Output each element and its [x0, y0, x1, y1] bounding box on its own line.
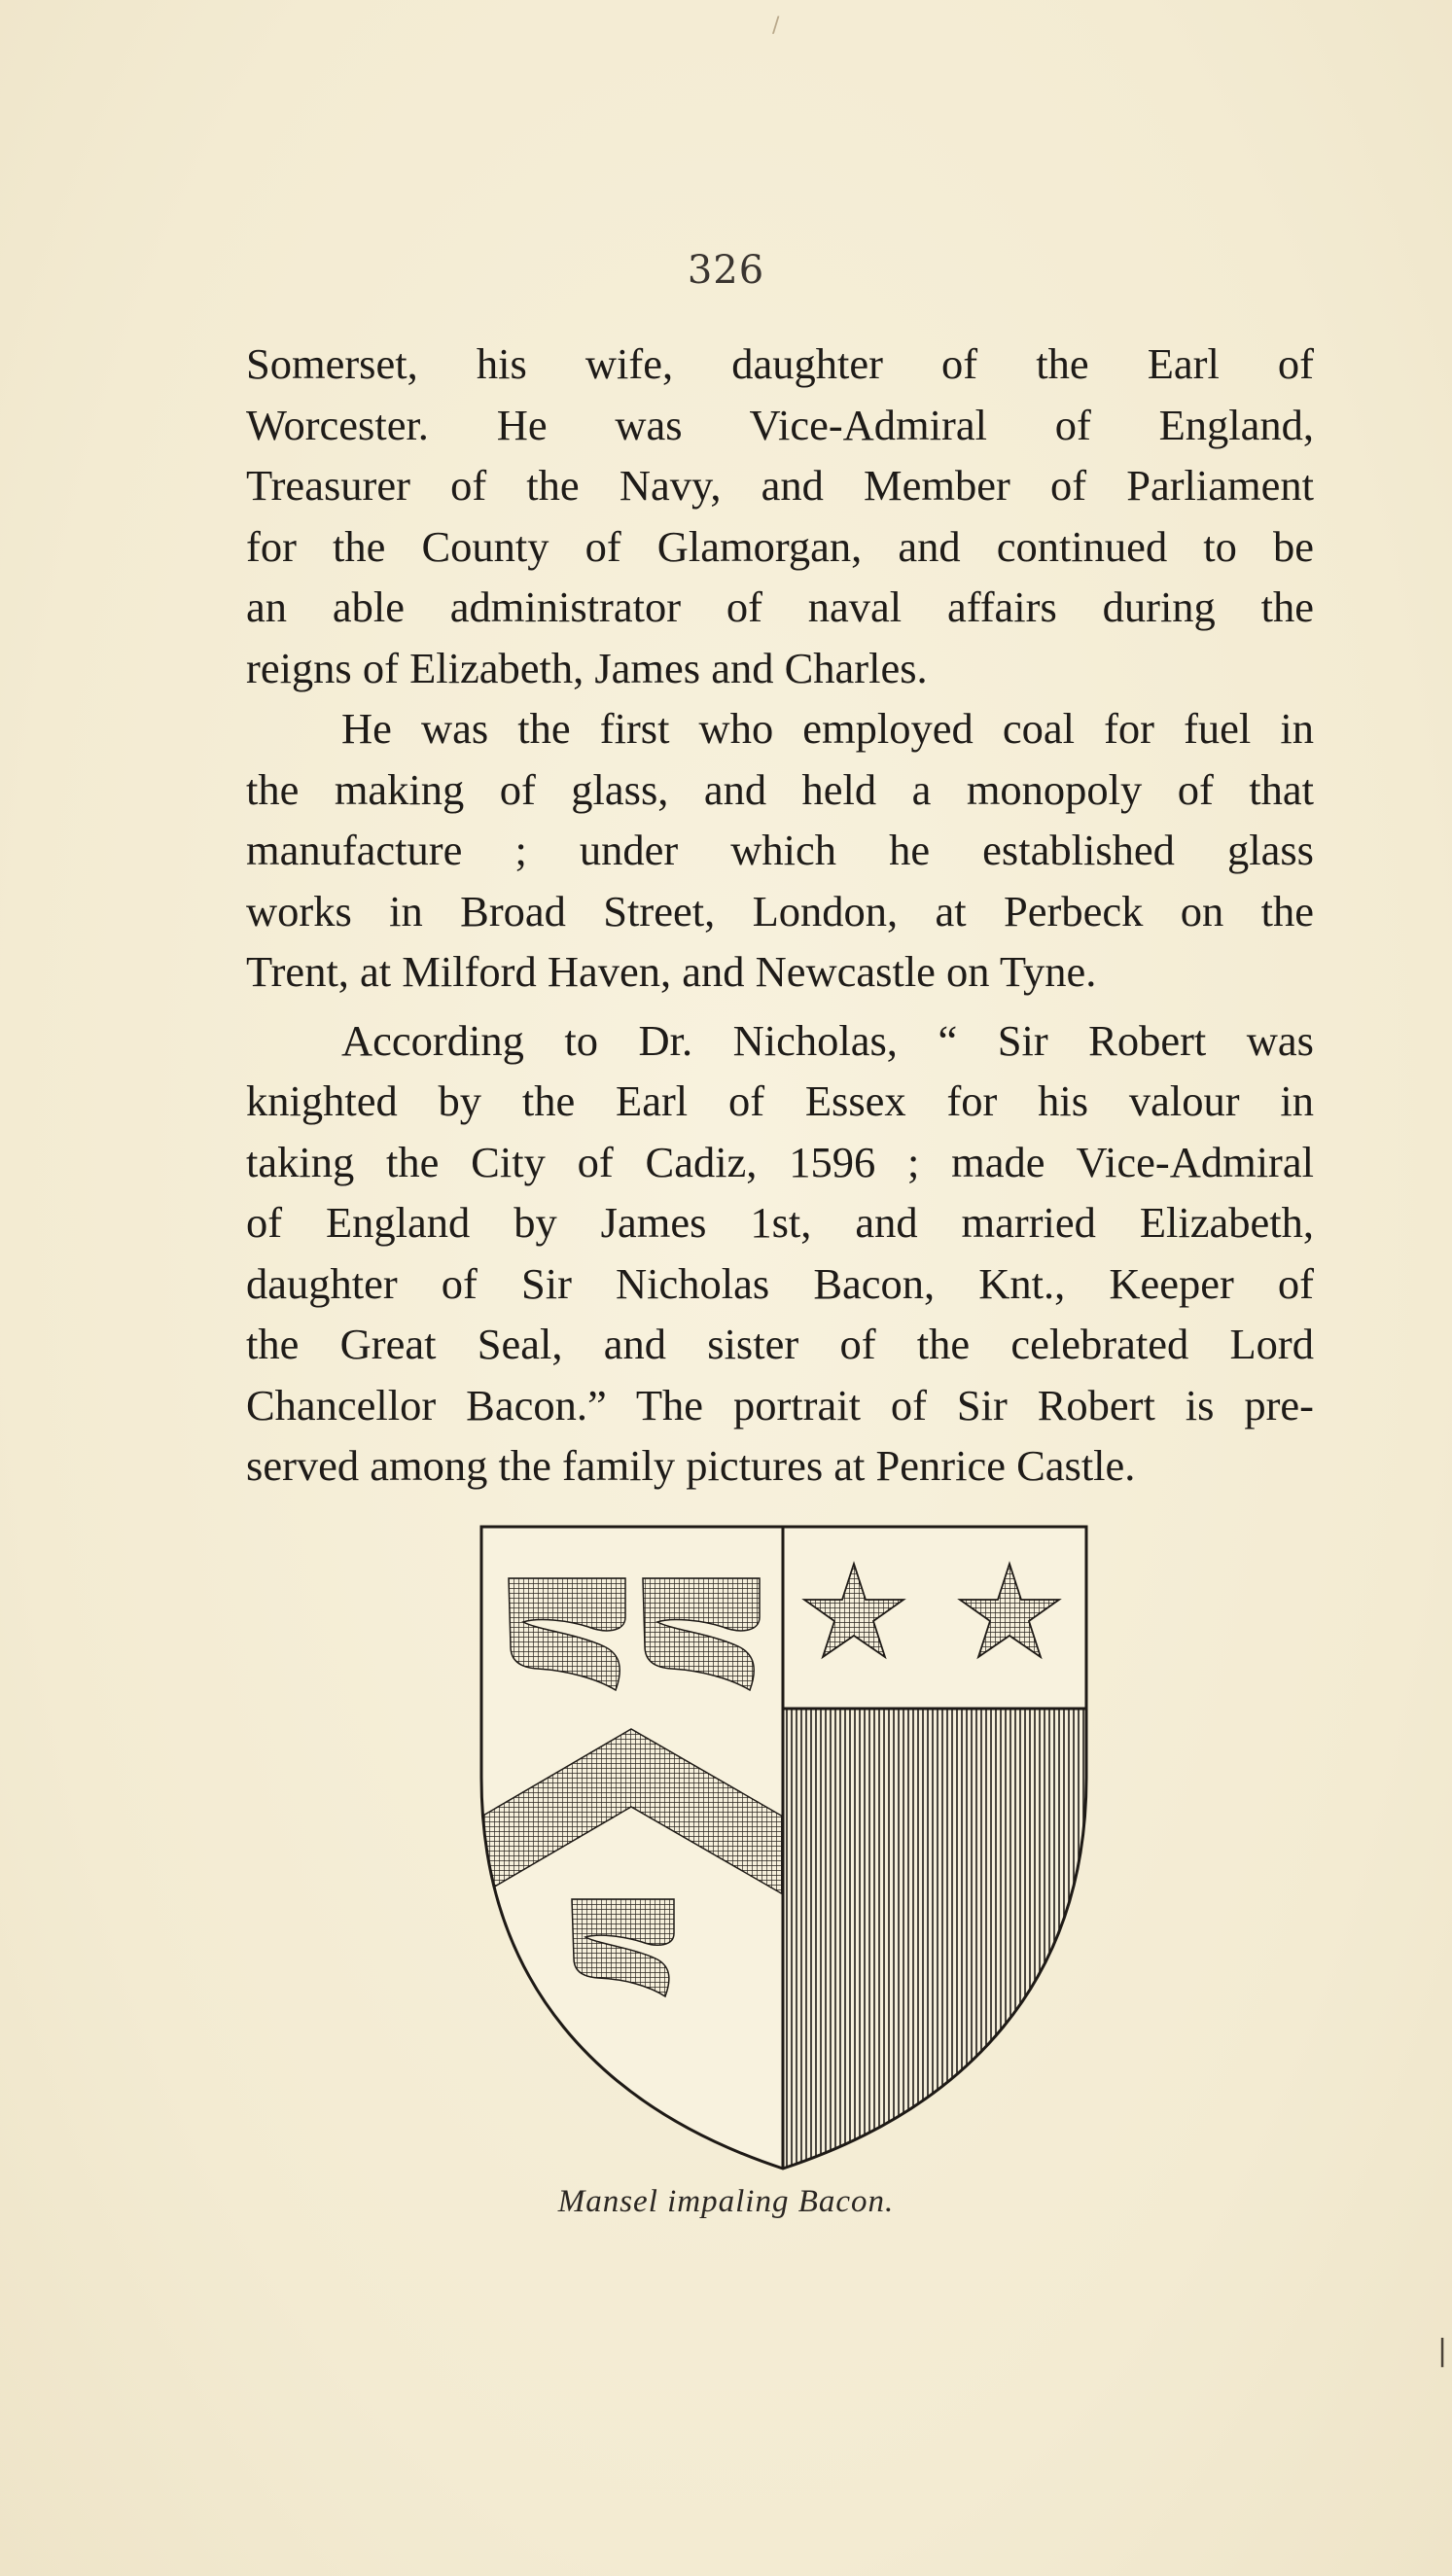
- paragraph: [246, 334, 1314, 698]
- illustration-caption: Mansel impaling Bacon.: [557, 2184, 895, 2219]
- body-text: [246, 334, 1314, 1497]
- text-line: Treasurer of the Navy, and Member of Parliament: [246, 461, 1314, 510]
- text-line: Somerset, his wife, daughter of the Earl of: [246, 339, 1314, 388]
- page-number: 326: [687, 248, 765, 293]
- bacon-pale-field: [783, 1709, 1090, 2172]
- text-line: an able administrator of naval affairs during the: [246, 582, 1314, 631]
- text-line: works in Broad Street, London, at Perbeck on the: [246, 886, 1314, 935]
- text-line: the Great Seal, and sister of the celebrated Lord: [246, 1320, 1314, 1368]
- text-line: According to Dr. Nicholas, “ Sir Robert was: [341, 1015, 1314, 1065]
- text-line: taking the City of Cadiz, 1596 ; made Vice-Admiral: [246, 1137, 1314, 1186]
- coat-of-arms-illustration: [479, 1525, 1090, 2172]
- text-line: reigns of Elizabeth, James and Charles.: [246, 643, 928, 692]
- text-line: Worcester. He was Vice-Admiral of England,: [246, 400, 1314, 449]
- paragraph: [246, 1010, 1314, 1497]
- text-line: He was the first who employed coal for fuel in: [341, 704, 1314, 753]
- text-line: manufacture ; under which he established glass: [246, 826, 1314, 874]
- paragraph: [246, 698, 1314, 1003]
- scan-mark: /: [772, 14, 780, 38]
- scan-mark: |: [1437, 2334, 1448, 2368]
- text-line: of England by James 1st, and married Elizabeth,: [246, 1198, 1314, 1247]
- text-line: Chancellor Bacon.” The portrait of Sir Robert is pre-: [246, 1380, 1314, 1429]
- text-line: Trent, at Milford Haven, and Newcastle on Tyne.: [246, 947, 1097, 996]
- text-line: knighted by the Earl of Essex for his valour in: [246, 1076, 1314, 1125]
- text-line: daughter of Sir Nicholas Bacon, Knt., Keeper of: [246, 1258, 1314, 1308]
- text-line: for the County of Glamorgan, and continued to be: [246, 521, 1314, 571]
- text-line: the making of glass, and held a monopoly of that: [246, 764, 1314, 814]
- text-line: served among the family pictures at Penrice Castle.: [246, 1441, 1136, 1490]
